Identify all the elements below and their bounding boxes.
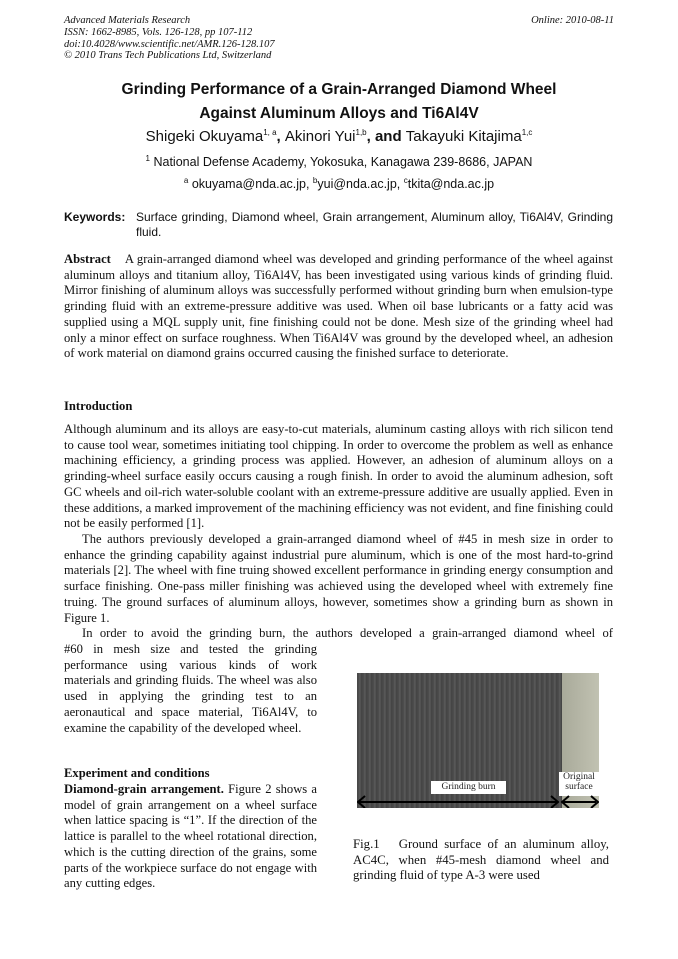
online-date: Online: 2010-08-11 <box>531 15 614 26</box>
arrowheads-icon <box>357 673 599 808</box>
author-name: Takayuki Kitajima <box>405 128 522 145</box>
separator: , <box>276 128 285 145</box>
email[interactable]: yui@nda.ac.jp, <box>317 177 404 191</box>
abstract-label: Abstract <box>64 252 111 266</box>
journal-name: Advanced Materials Research <box>64 15 191 26</box>
email-sup: b <box>312 175 318 185</box>
abstract-text: A grain-arranged diamond wheel was developed and grinding performance of the wheel against aluminum alloys and titanium alloy, Ti6Al4V, has been investigated using various kinds of grinding fluid. Mirror finishing of aluminum alloys was successfully performed without grinding burn when emulsion-type grinding fluid with an extreme-pressure additive was used. When oil base lubricants or a fatty acid was supplied using a MQL supply unit, fine finishing could not be done. Mesh size of the grinding wheel had only a minor effect on surface roughness. When Ti6Al4V was ground by the developed wheel, an adhesion of work material on diamond grains occurred causing the finished surface to deteriorate. <box>64 252 613 361</box>
email[interactable]: okuyama@nda.ac.jp, <box>191 177 313 191</box>
affiliation <box>0 155 678 169</box>
keywords-text: Surface grinding, Diamond wheel, Grain arrangement, Aluminum alloy, Ti6Al4V, Grinding fluid. <box>136 210 613 239</box>
author-name: Akinori Yui <box>284 128 356 145</box>
copyright: © 2010 Trans Tech Publications Ltd, Switzerland <box>64 50 272 62</box>
authors <box>0 128 678 145</box>
separator: , and <box>366 128 406 145</box>
author-name: Shigeki Okuyama <box>145 128 264 145</box>
grinding-burn-label: Grinding burn <box>431 781 506 794</box>
author-sup: 1,c <box>521 128 533 137</box>
intro-paragraph-3b: #60 in mesh size and tested the grinding performance using various kinds of work materials and grinding fluids. The wheel was also used in applying the grinding test to an aeronautical and space material, Ti6Al4V, to examine the capability of the developed wheel. <box>64 642 317 735</box>
intro-heading: Introduction <box>64 399 133 413</box>
emails <box>0 177 678 191</box>
author-sup: 1, a <box>263 128 277 137</box>
experiment-text: Figure 2 shows a model of grain arrangement on a wheel surface when lattice spacing is “1”. If the direction of the lattice is parallel to the wheel rotational direction, which is the cutting direction of the grains, some parts of the workpiece surface do not engage with any cutting edges. <box>64 782 317 891</box>
intro-paragraph-1: Although aluminum and its alloys are easy-to-cut materials, aluminum casting alloys with rich silicon tend to cause tool wear, sometimes initiating tool chipping. In order to overcome the problem as well as enhance machining efficiency, a grinding process was applied. However, an adhesion of aluminum alloys on a grinding-wheel surface easily occurs causing a rough finish. In order to avoid the aluminum adhesion, soft GC wheels and oil-rich water-soluble coolant with an extreme-pressure additive are usually applied. Even in these additions, a marked improvement of the machining efficiency was not evident, and fine finishing could not be easily performed [1]. <box>64 422 613 531</box>
figure-1-caption: Fig.1 Ground surface of an aluminum alloy, AC4C, when #45-mesh diamond wheel and grinding fluid of type A-3 were used <box>353 837 609 883</box>
experiment-paragraph <box>64 782 317 892</box>
experiment-heading: Experiment and conditions <box>64 766 210 780</box>
intro-paragraph-3a: In order to avoid the grinding burn, the authors developed a grain-arranged diamond wheel of <box>82 626 613 640</box>
paper-title-line2: Against Aluminum Alloys and Ti6Al4V <box>199 105 479 122</box>
issn: ISSN: 1662-8985, Vols. 126-128, pp 107-112 <box>64 26 253 38</box>
journal-info <box>64 15 275 62</box>
email[interactable]: tkita@nda.ac.jp <box>407 177 495 191</box>
doi: doi:10.4028/www.scientific.net/AMR.126-128.107 <box>64 38 275 50</box>
paper-title-line1: Grinding Performance of a Grain-Arranged Diamond Wheel <box>121 81 557 98</box>
email-sup: a <box>183 175 189 185</box>
affiliation-sup: 1 <box>145 153 150 163</box>
affiliation-text: National Defense Academy, Yokosuka, Kanagawa 239-8686, JAPAN <box>153 155 533 169</box>
keywords <box>64 210 613 240</box>
email-sup: c <box>403 175 408 185</box>
original-surface-label: Original surface <box>559 772 599 796</box>
keywords-label: Keywords: <box>64 210 126 224</box>
intro-paragraph-2: The authors previously developed a grain-arranged diamond wheel of #45 in mesh size in order to enhance the grinding capability against industrial pure aluminum, which is one of the most hard-to-grind materials [2]. The wheel with fine truing showed excellent performance in grinding energy consumption and surface finishing. One-pass miller finishing was achieved using the developed wheel with extremely fine truing. The ground surfaces of aluminum alloys, however, sometimes show a grinding burn as shown in Figure 1. <box>64 532 613 625</box>
author-sup: 1,b <box>355 128 367 137</box>
experiment-subheading: Diamond-grain arrangement. <box>64 782 224 796</box>
abstract <box>64 252 613 362</box>
figure-1-image <box>357 673 599 808</box>
